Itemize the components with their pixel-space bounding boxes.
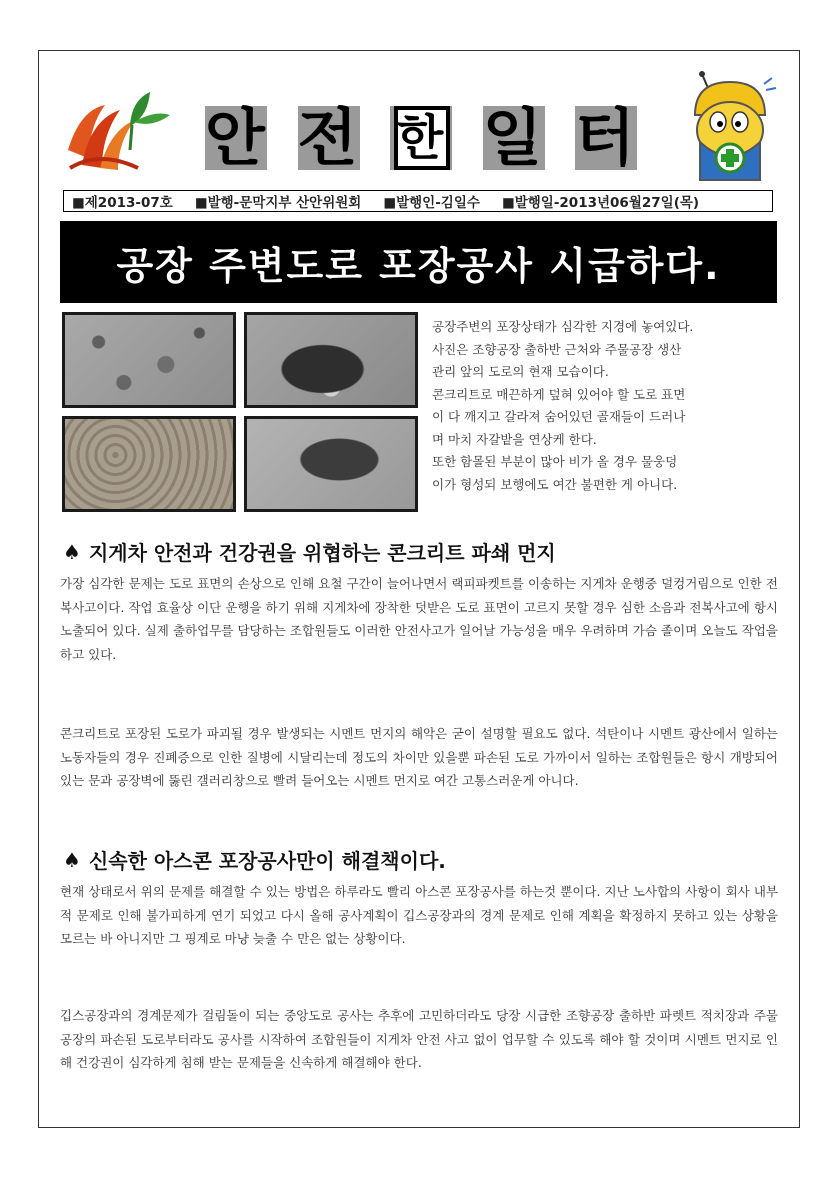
intro-line: 또한 함몰된 부분이 많아 비가 올 경우 물웅덩 <box>432 454 678 469</box>
masthead-char: 전 <box>288 98 368 178</box>
road-photo <box>244 312 418 408</box>
masthead-char: 터 <box>565 98 645 178</box>
road-photo <box>244 416 418 512</box>
road-photo <box>62 416 236 512</box>
paragraph: 가장 심각한 문제는 도로 표면의 손상으로 인해 요철 구간이 늘어나면서 랙피파켓트를 이송하는 지게차 운행중 덜컹거림으로 인한 전복사고이다. 작업 효율상 이단 운행을 하기 위해 지게차에 장착한 덧받은 도로 표면이 고르지 못할 경우 심한 소음과 전복사고에 항시 노출되어 있다. 실제 출하업무를 담당하는 조합원들도 이러한 안전사고가 일어날 가능성을 매우 우려하며 가슴 졸이며 오늘도 작업을 하고 있다. <box>60 576 778 662</box>
headline: 공장 주변도로 포장공사 시급하다. <box>60 221 777 303</box>
paragraph: 깁스공장과의 경계문제가 걸림돌이 되는 중앙도로 공사는 추후에 고민하더라도 당장 시급한 조향공장 출하반 파렛트 적치장과 주물공장의 파손된 도로부터라도 공사를 시작하여 조합원들이 지게차 안전 사고 없이 업무할 수 있도록 해야 할 것이며 시멘트 먼지로 인해 건강권이 심각하게 침해 받는 문제들을 신속하게 해결해야 한다. <box>60 1008 778 1070</box>
safety-mascot-icon <box>680 70 780 190</box>
issue-date: ■발행일-2013년06월27일(목) <box>501 195 700 211</box>
section-title-text: 신속한 아스콘 포장공사만이 해결책이다. <box>88 849 446 873</box>
intro-line: 사진은 조향공장 출하반 근처와 주물공장 생산 <box>432 341 682 357</box>
intro-line: 이 다 깨지고 갈라져 숨어있던 골재들이 드러나 <box>432 409 686 424</box>
paragraph: 현재 상태로서 위의 문제를 해결할 수 있는 방법은 하루라도 빨리 아스콘 포장공사를 하는것 뿐이다. 지난 노사합의 사항이 회사 내부적 문제로 인해 불가피하게 연기 되었고 다시 올해 공사계획이 깁스공장과의 경계 문제로 인해 계획을 확정하지 못하고 있는 상황을 모르는 바 아니지만 그 핑계로 마냥 늦출 수 만은 없는 상황이다. <box>60 884 778 946</box>
publisher: ■발행-문막지부 산안위원회 <box>194 195 362 211</box>
spade-icon: ♠ <box>63 847 81 872</box>
section-title <box>63 845 446 874</box>
intro-line: 콘크리트로 매끈하게 덮혀 있어야 할 도로 표면 <box>432 386 686 402</box>
road-photo <box>62 312 236 408</box>
masthead-char: 안 <box>195 98 275 178</box>
intro-line: 며 마치 자갈밭을 연상케 한다. <box>432 431 597 447</box>
road-photos <box>62 312 418 512</box>
masthead-char-boxed: 한 <box>380 98 460 178</box>
union-logo-icon <box>60 80 175 175</box>
issue-info-bar <box>63 190 773 212</box>
issue-number: ■제2013-07호 <box>72 195 173 211</box>
intro-line: 이가 형성되 보행에도 여간 불편한 게 아니다. <box>432 476 678 492</box>
masthead-title <box>195 95 645 180</box>
intro-text <box>432 316 782 496</box>
section-title-text: 지게차 안전과 건강권을 위협하는 콘크리트 파쇄 먼지 <box>88 541 556 565</box>
masthead-char: 일 <box>473 98 553 178</box>
intro-line: 관리 앞의 도로의 현재 모습이다. <box>432 364 609 379</box>
paragraph: 콘크리트로 포장된 도로가 파괴될 경우 발생되는 시멘트 먼지의 해악은 굳이 설명할 필요도 없다. 석탄이나 시멘트 광산에서 일하는 노동자들의 경우 진폐증으로 인한 질병에 시달리는데 정도의 차이만 있을뿐 파손된 도로 가까이서 일하는 조합원들은 항시 개방되어 있는 문과 공장벽에 뚫린 갤러리창으로 빨려 들어오는 시멘트 먼지로 여간 고통스러운게 아니다. <box>60 726 778 788</box>
spade-icon: ♠ <box>63 539 81 564</box>
section-title <box>63 537 556 566</box>
intro-line: 공장주변의 포장상태가 심각한 지경에 놓여있다. <box>432 319 694 334</box>
issuer: ■발행인-김일수 <box>383 195 480 211</box>
